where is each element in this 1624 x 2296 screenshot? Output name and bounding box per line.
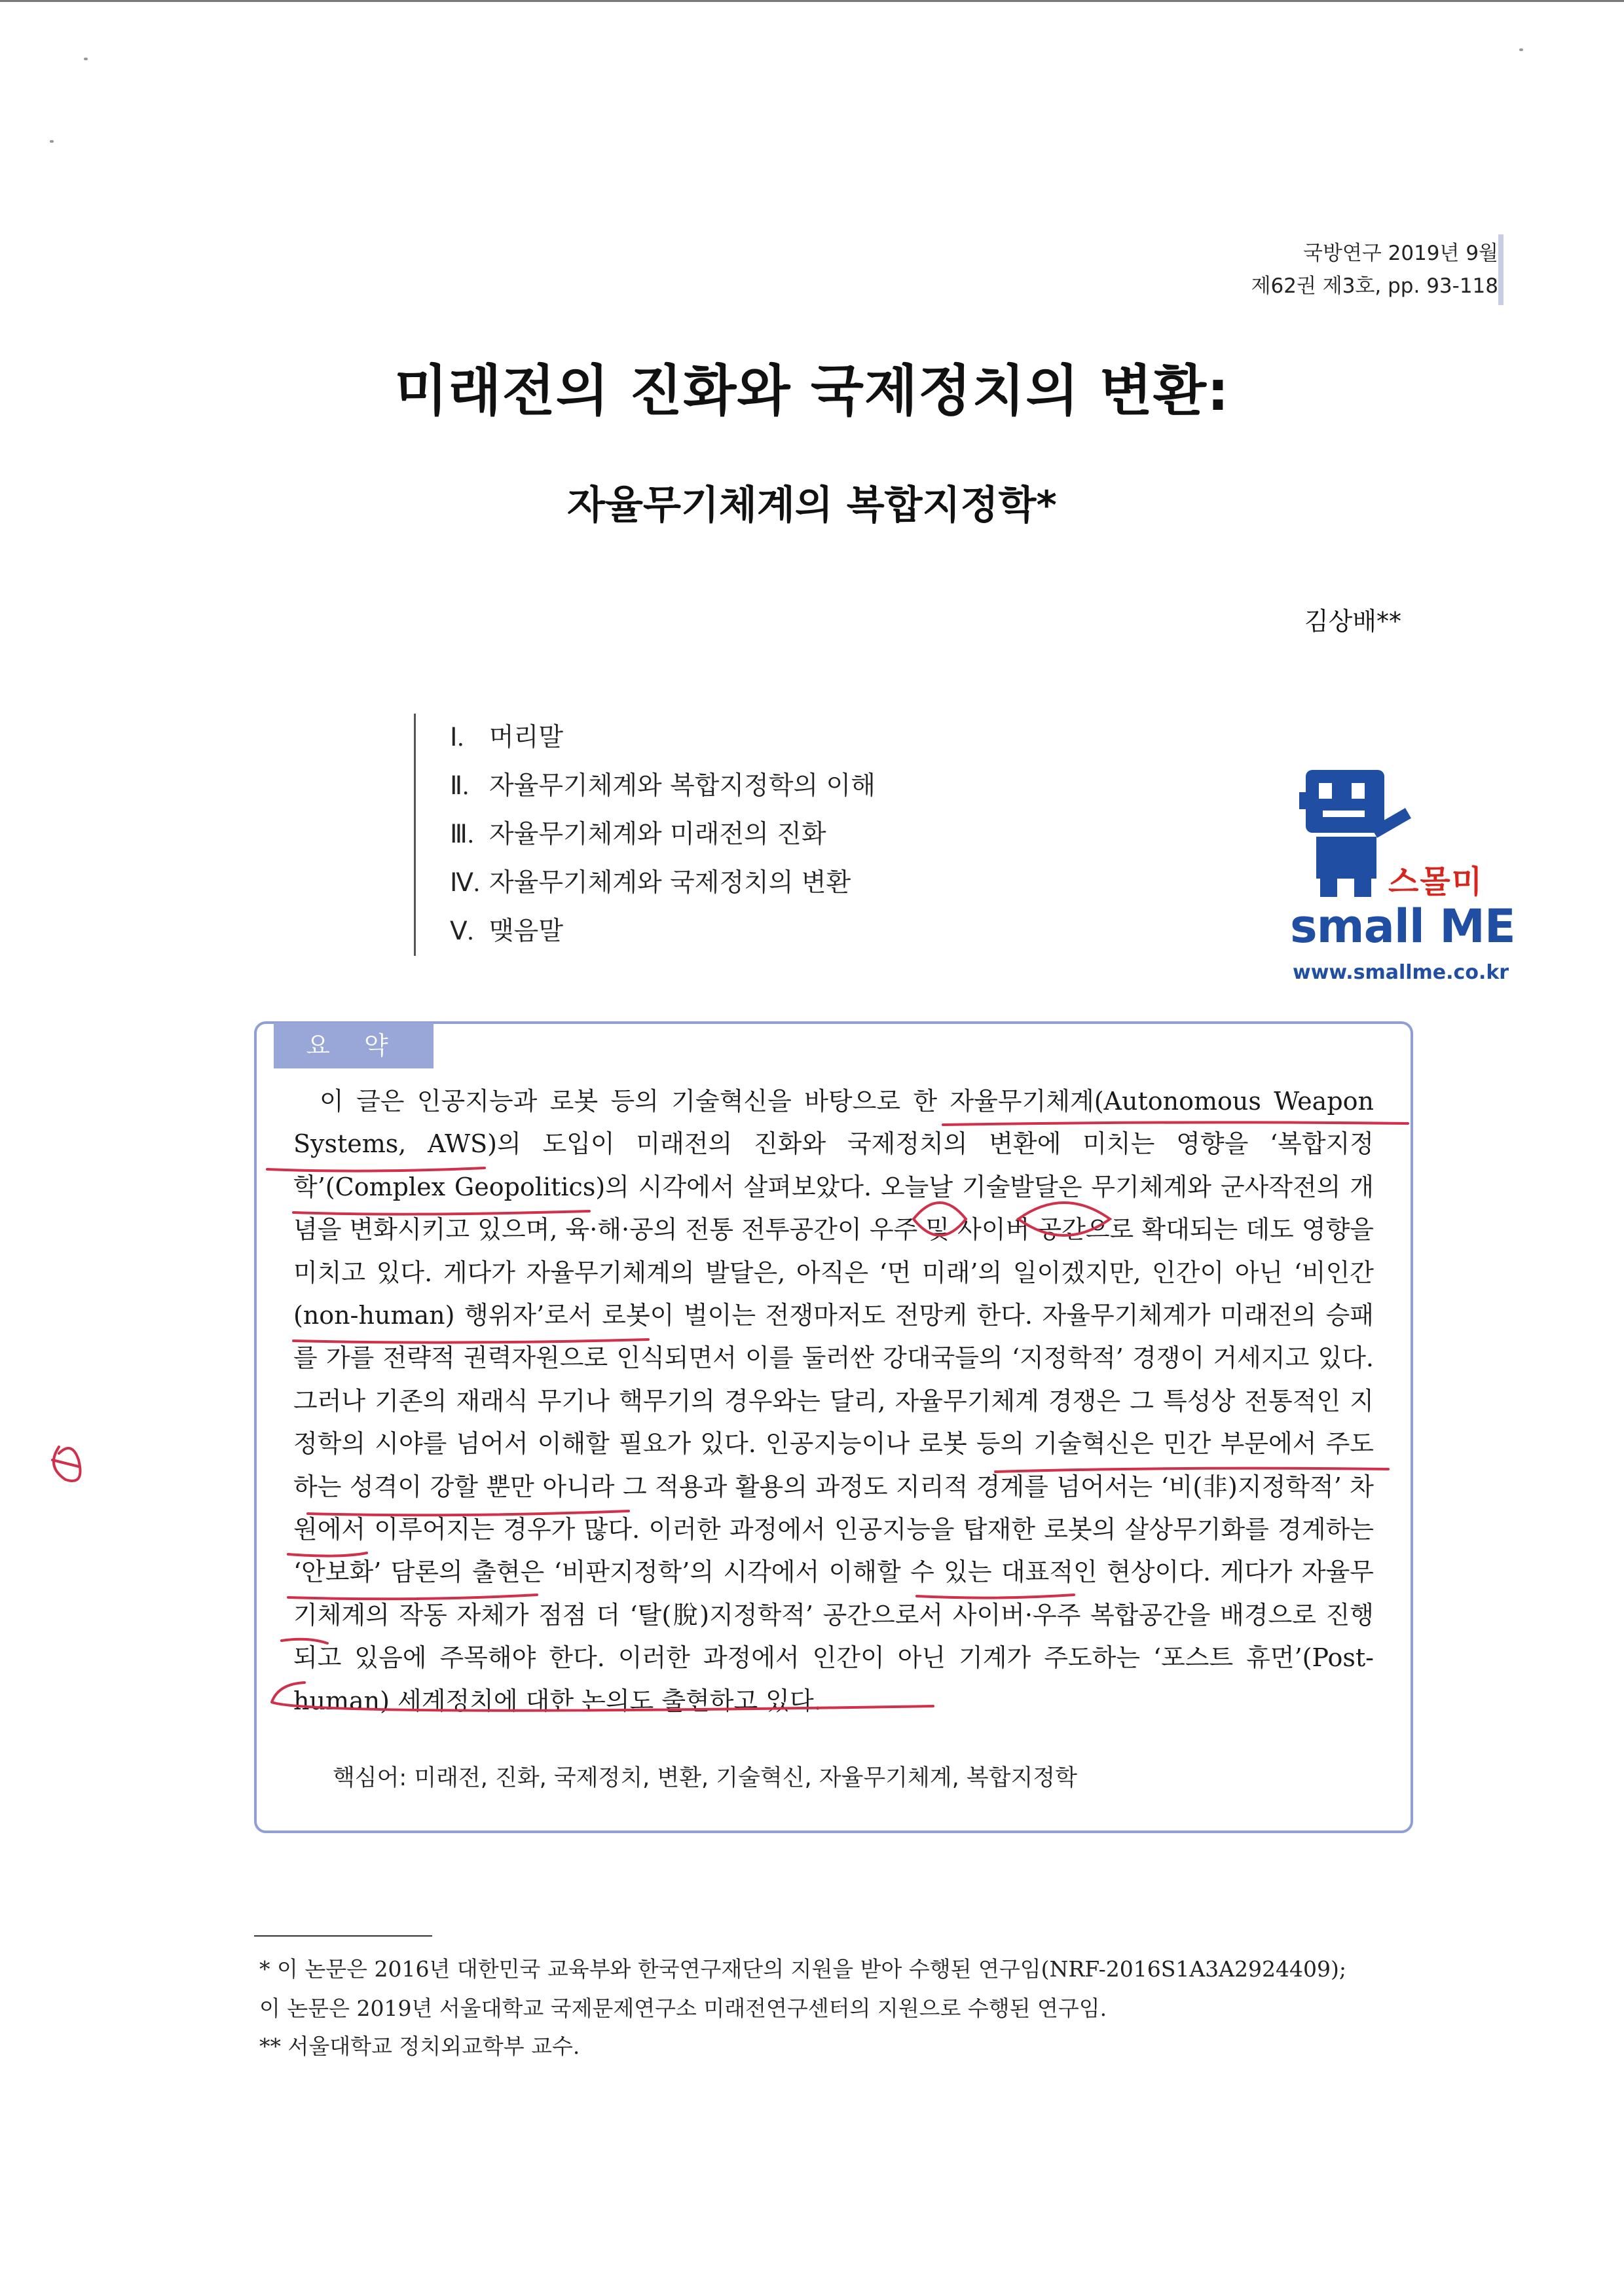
smallme-stamp-logo (1277, 752, 1513, 987)
scan-speck (1519, 48, 1523, 51)
footnote-rule (254, 1935, 432, 1937)
logo-english-text: small ME (1290, 900, 1515, 953)
toc-item (450, 714, 1039, 762)
footnote: ** 서울대학교 정치외교학부 교수. (259, 2033, 580, 2059)
toc-item (450, 811, 1039, 859)
abstract-label: 요 약 (274, 1023, 434, 1068)
logo-url-text: www.smallme.co.kr (1293, 961, 1509, 984)
toc-label: 자율무기체계와 국제정치의 변환 (489, 868, 851, 898)
keywords: 핵심어: 미래전, 진화, 국제정치, 변환, 기술혁신, 자율무기체계, 복합지정학 (333, 1765, 1077, 1791)
footnote: 이 논문은 2019년 서울대학교 국제문제연구소 미래전연구센터의 지원으로 수행된 연구임. (259, 1995, 1107, 2021)
paper-subtitle: 자율무기체계의 복합지정학* (567, 483, 1057, 528)
scan-speck (84, 58, 88, 60)
toc-item (450, 859, 1039, 907)
scan-speck (50, 140, 54, 143)
toc-label: 머리말 (489, 723, 564, 752)
toc-number: Ⅴ. (450, 917, 474, 945)
toc-label: 자율무기체계와 복합지정학의 이해 (489, 771, 876, 801)
pen-margin-scribble (52, 1447, 81, 1481)
page-top-rule (0, 0, 1624, 2)
toc-number: Ⅲ. (450, 820, 474, 848)
logo-korean-text: 스몰미 (1388, 864, 1484, 900)
author-name: 김상배** (1304, 607, 1401, 636)
toc-item (450, 907, 1039, 956)
toc-label: 맺음말 (489, 917, 564, 946)
toc-number: Ⅰ. (450, 723, 464, 752)
toc-number: Ⅳ. (450, 869, 480, 897)
journal-info-bar (1498, 234, 1504, 305)
table-of-contents (414, 714, 1039, 956)
journal-info (1251, 237, 1498, 302)
journal-volume-pages: 제62권 제3호, pp. 93-118 (1251, 274, 1498, 298)
toc-item (450, 762, 1039, 811)
journal-issue: 국방연구 2019년 9월 (1303, 242, 1498, 265)
footnote: * 이 논문은 2016년 대한민국 교육부와 한국연구재단의 지원을 받아 수행된 연구임(NRF-2016S1A3A2924409); (259, 1956, 1346, 1982)
toc-label: 자율무기체계와 미래전의 진화 (489, 820, 826, 849)
abstract-body: 이 글은 인공지능과 로봇 등의 기술혁신을 바탕으로 한 자율무기체계(Autonomous Weapon Systems, AWS)의 도입이 미래전의 진화와 국제정치의 변환에 미치는 영향을 ‘복합지정학’(Complex Geopolitics)의 시각에서 살펴보았다. 오늘날 기술발달은 무기체계와 군사작전의 개념을 변화시키고 있으며, 육·해·공의 전통 전투공간이 우주 및 사이버 공간으로 확대되는 데도 영향을 미치고 있다. 게다가 자율무기체계의 발달은, 아직은 ‘먼 미래’의 일이겠지만, 인간이 아닌 ‘비인간(non-human) 행위자’로서 로봇이 벌이는 전쟁마저도 전망케 한다. 자율무기체계가 미래전의 승패를 가를 전략적 권력자원으로 인식되면서 이를 둘러싼 강대국들의 ‘지정학적’ 경쟁이 거세지고 있다. 그러나 기존의 재래식 무기나 핵무기의 경우와는 달리, 자율무기체계 경쟁은 그 특성상 전통적인 지정학의 시야를 넘어서 이해할 필요가 있다. 인공지능이나 로봇 등의 기술혁신은 민간 부문에서 주도하는 성격이 강할 뿐만 아니라 그 적용과 활용의 과정도 지리적 경계를 넘어서는 ‘비(非)지정학적’ 차원에서 이루어지는 경우가 많다. 이러한 과정에서 인공지능을 탑재한 로봇의 살상무기화를 경계하는 ‘안보화’ 담론의 출현은 ‘비판지정학’의 시각에서 이해할 수 있는 대표적인 현상이다. 게다가 자율무기체계의 작동 자체가 점점 더 ‘탈(脫)지정학적’ 공간으로서 사이버·우주 복합공간을 배경으로 진행되고 있음에 주목해야 한다. 이러한 과정에서 인간이 아닌 기계가 주도하는 ‘포스트 휴먼’(Post-human) 세계정치에 대한 논의도 출현하고 있다. (293, 1087, 1374, 1715)
paper-title: 미래전의 진화와 국제정치의 변환: (394, 359, 1230, 423)
toc-number: Ⅱ. (450, 772, 469, 800)
